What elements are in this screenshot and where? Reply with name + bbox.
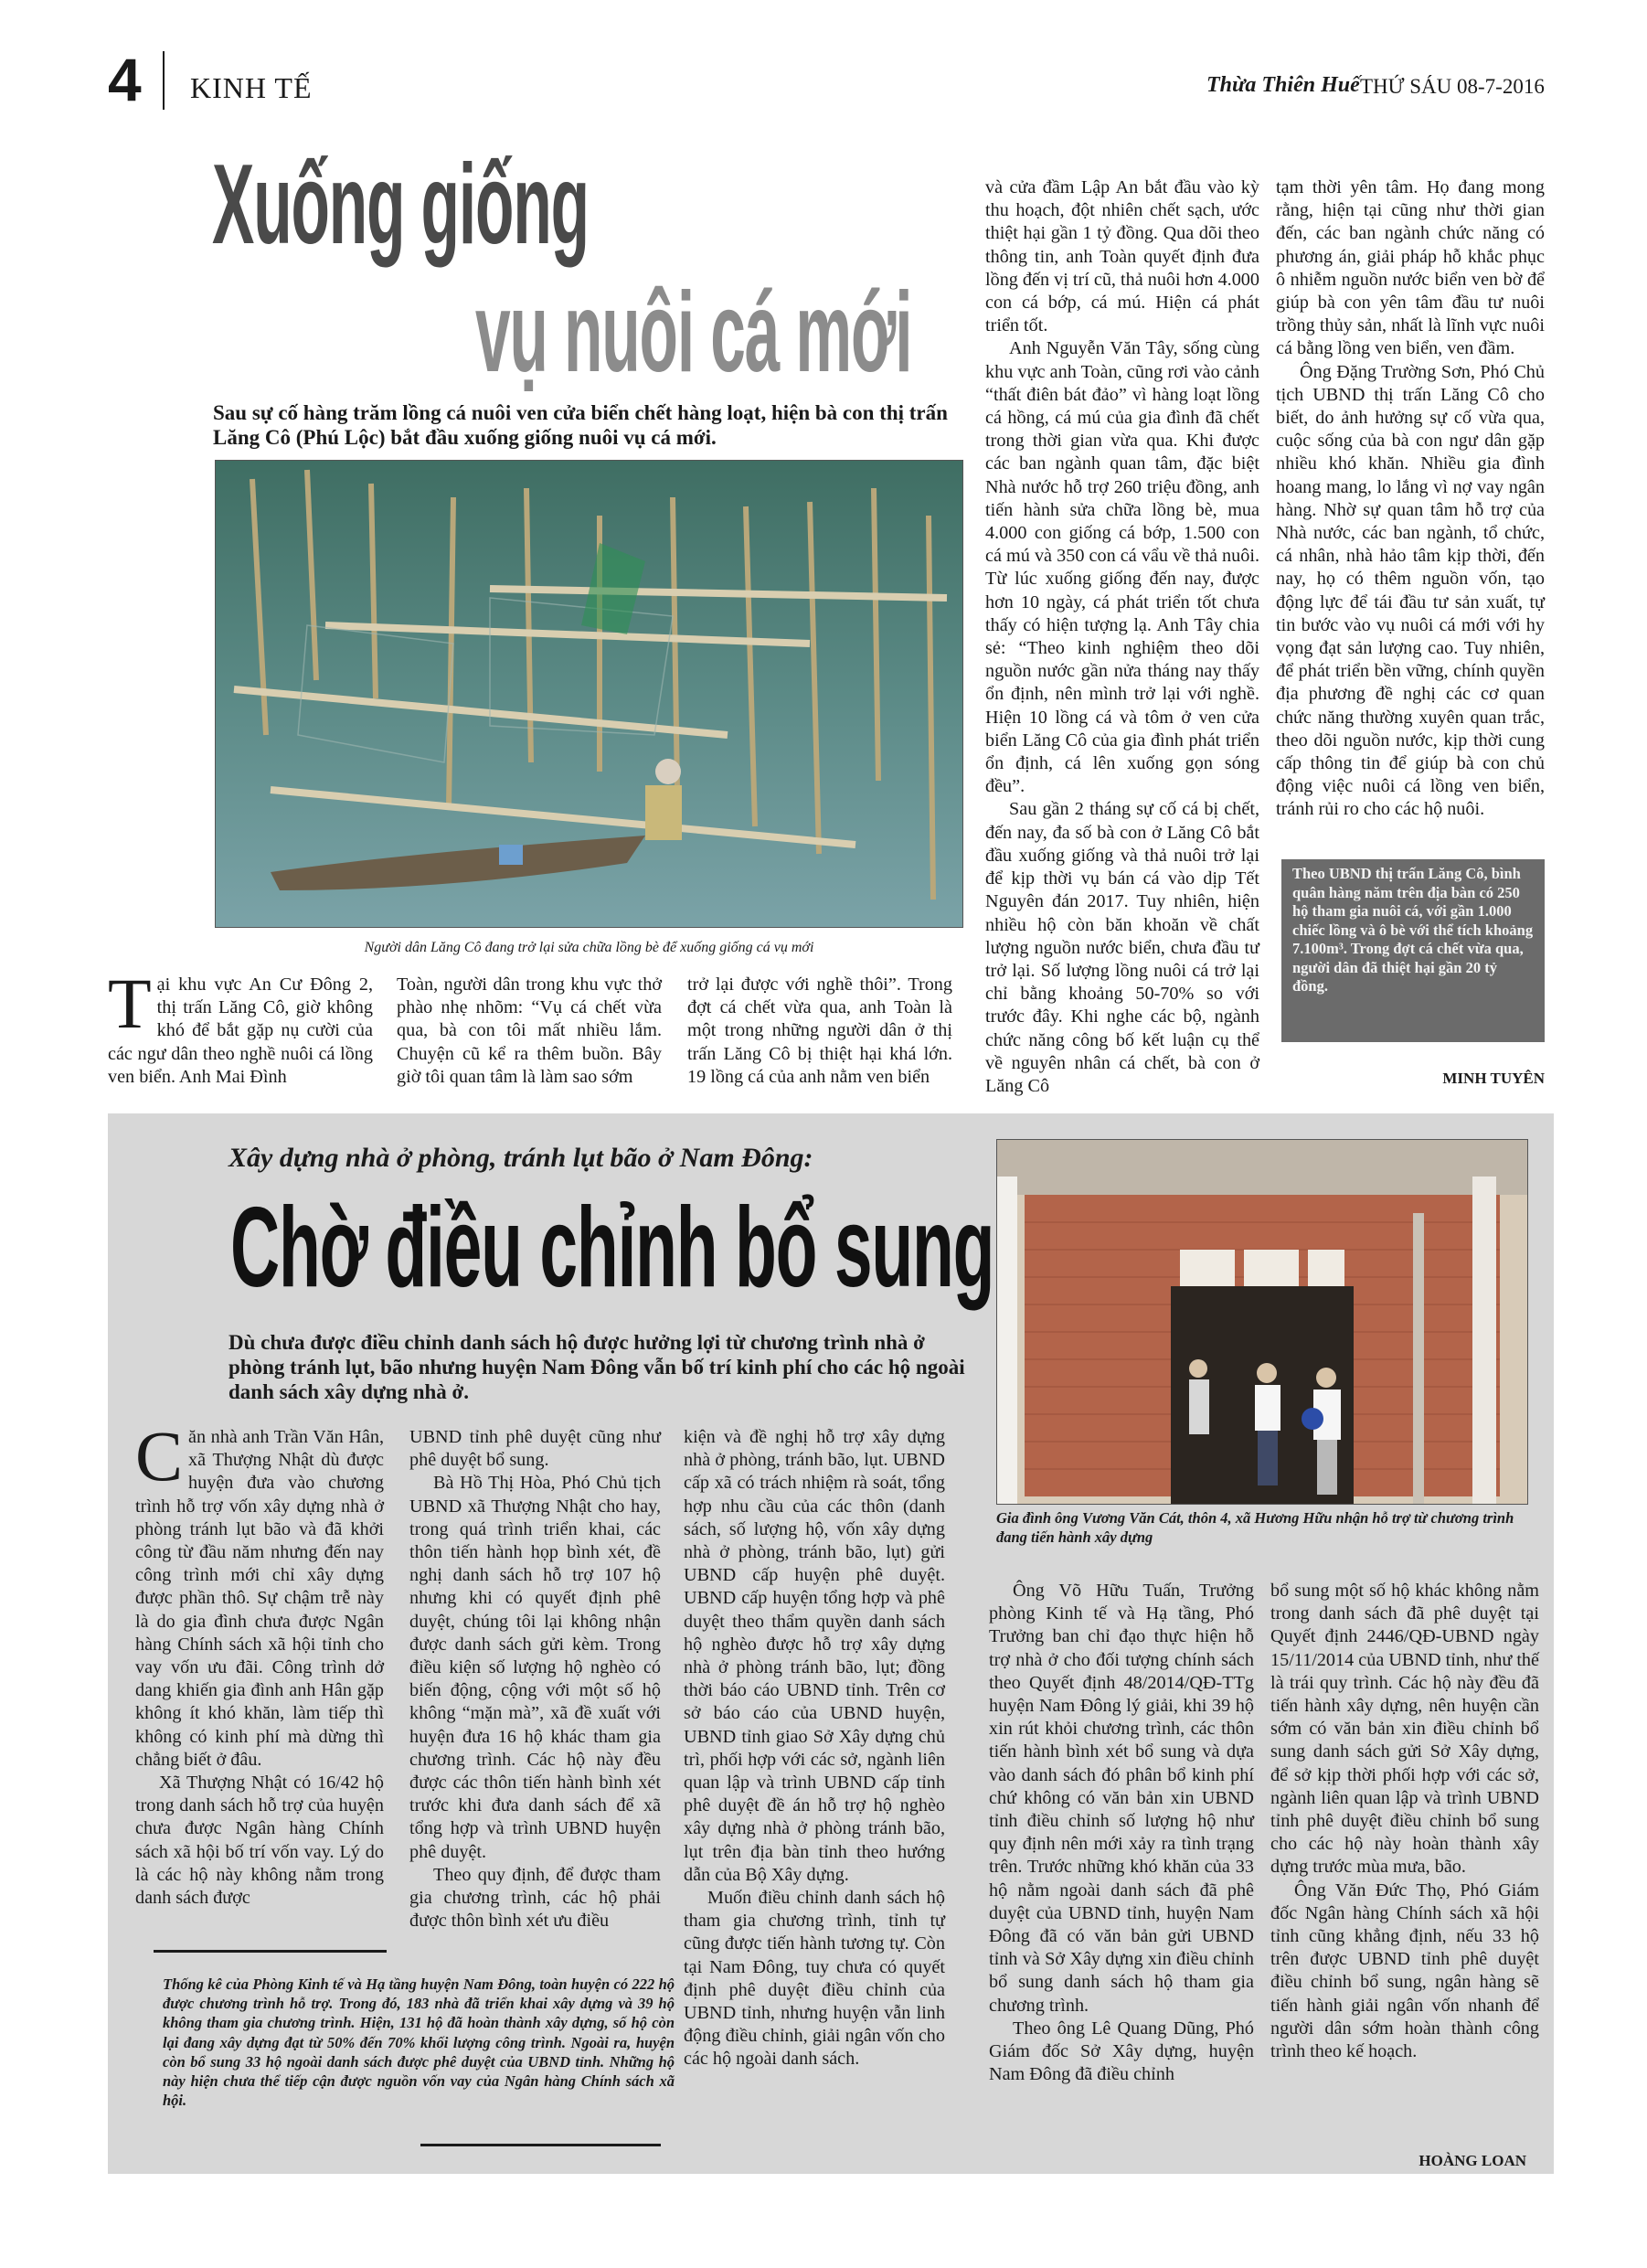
article2-kicker: Xây dựng nhà ở phòng, tránh lụt bão ở Nam Đông: xyxy=(228,1143,813,1173)
article1-headline-line1: Xuống giống xyxy=(212,142,589,268)
article2-column-5 xyxy=(1270,1580,1539,2063)
issue-date: THỨ SÁU 08-7-2016 xyxy=(1360,75,1545,98)
article1-headline-line2: vụ nuôi cá mới xyxy=(475,270,912,396)
statbox-top-rule xyxy=(154,1950,387,1953)
article1-statistics-box: Theo UBND thị trấn Lăng Cô, bình quân hàng năm trên địa bàn có 250 hộ tham gia nuôi cá, với gần 1.000 chiếc lồng và ô bè với thể tích khoảng 7.100m³. Trong đợt cá chết vừa qua, người dân đã thiệt hại gần 20 tỷ đồng. xyxy=(1281,859,1545,1042)
article2-lead: Dù chưa được điều chỉnh danh sách hộ được hưởng lợi từ chương trình nhà ở phòng tránh lụt, bão nhưng huyện Nam Đông vẫn bố trí kinh phí cho các hộ ngoài danh sách xây dựng nhà ở. xyxy=(228,1331,965,1403)
article2-photo-caption: Gia đình ông Vương Văn Cát, thôn 4, xã Hương Hữu nhận hỗ trợ từ chương trình đang tiến hành xây dựng xyxy=(996,1509,1514,1546)
article2-text: ăn nhà anh Trần Văn Hân, xã Thượng Nhật dù được huyện đưa vào chương trình hỗ trợ vốn xây dựng nhà ở phòng tránh lụt bão và đã khởi công từ đầu năm nhưng đến nay công trình mới chỉ xây dựng được phần thô. Sự chậm trễ này là do gia đình chưa được Ngân hàng Chính sách xã hội tỉnh cho vay vốn ưu đãi. Công trình dở dang khiến gia đình anh Hân gặp không ít khó khăn, làm tiếp thì không có kinh phí mà dừng thì chẳng biết ở đâu. xyxy=(135,1427,384,1770)
article1-photo-caption: Người dân Lăng Cô đang trở lại sửa chữa lồng bè để xuống giống cá vụ mới xyxy=(364,940,814,955)
article2-paragraph: UBND tỉnh phê duyệt cũng như phê duyệt bổ sung. xyxy=(409,1427,661,1471)
article1-paragraph: Anh Nguyễn Văn Tây, sống cùng khu vực anh Toàn, cũng rơi vào cảnh “thất điên bát đảo” vì hàng loạt lồng cá hồng, cá mú của gia đình đã chết trong thời gian vừa qua. Khi được các ban ngành quan tâm, đặc biệt Nhà nước hỗ trợ 260 triệu đồng, anh tiến hành sửa chữa lồng bè, mua 4.000 con giống cá bớp, 1.500 con cá mú và 350 con cá vẩu về thả nuôi. Từ lúc xuống giống đến nay, được hơn 10 ngày, cá phát triển tốt chưa thấy có hiện tượng lạ. Anh Tây chia sẻ: “Theo kinh nghiệm theo dõi nguồn nước gần nửa tháng nay thấy ổn định, nên mình trở lại với nghề. Hiện 10 lồng cá và tôm ở ven cửa biển Lăng Cô của gia đình phát triển ổn định, cá lên xuống gọn sóng đều”. xyxy=(985,338,1259,797)
article2-paragraph: Muốn điều chỉnh danh sách hộ tham gia chương trình, tỉnh tự cũng được tiến hành tương tự. Còn tại Nam Đông, tuy chưa có quyết định phê duyệt điều chỉnh của UBND tỉnh, nhưng huyện vẫn linh động điều chỉnh, giải ngân vốn cho các hộ ngoài danh sách. xyxy=(684,1888,945,2070)
article2-paragraph: Theo quy định, để được tham gia chương trình, các hộ phải được thôn bình xét ưu điều xyxy=(409,1864,661,1932)
article2-paragraph: Ông Văn Đức Thọ, Phó Giám đốc Ngân hàng Chính sách xã hội tỉnh cũng khẳng định, nếu 33 hộ trên được UBND tỉnh phê duyệt điều chỉnh bổ sung, ngân hàng sẽ tiến hành giải ngân vốn nhanh để người dân sớm hoàn thành công trình theo kế hoạch. xyxy=(1270,1879,1539,2062)
article1-byline: MINH TUYÊN xyxy=(1442,1070,1545,1087)
article1-column-3 xyxy=(687,974,952,1089)
newspaper-name: Thừa Thiên Huế xyxy=(1206,73,1360,97)
article2-byline: HOÀNG LOAN xyxy=(1419,2152,1526,2169)
article1-text: trở lại được với nghề thôi”. Trong đợt cá chết vừa qua, anh Toàn là một trong những người dân ở thị trấn Lăng Cô bị thiệt hại khá lớn. 19 lồng cá của anh nằm ven biển xyxy=(687,974,952,1087)
page-number: 4 xyxy=(108,46,142,113)
article1-dropcap: T xyxy=(108,964,152,1043)
article1-column-1 xyxy=(108,964,373,1089)
article2-paragraph: Bà Hồ Thị Hòa, Phó Chủ tịch UBND xã Thượng Nhật cho hay, trong quá trình triển khai, các thôn tiến hành họp bình xét, đề nghị danh sách hỗ trợ 107 hộ nhưng khi có quyết định phê duyệt, chúng tôi lại không nhận được danh sách gửi kèm. Trong điều kiện số lượng hộ nghèo có biến động, cộng với một số hộ không “mặn mà”, xã đề xuất với huyện đưa 16 hộ khác tham gia chương trình. Các hộ này đều được các thôn tiến hành bình xét trước khi đưa danh sách để xã tổng hợp và trình UBND huyện phê duyệt. xyxy=(409,1473,661,1862)
article1-photo-fish-cages xyxy=(215,460,963,928)
article1-lead: Sau sự cố hàng trăm lồng cá nuôi ven cửa biển chết hàng loạt, hiện bà con thị trấn Lăng Cô (Phú Lộc) bắt đầu xuống giống nuôi vụ cá mới. xyxy=(213,401,948,449)
header-divider xyxy=(163,51,165,110)
article1-column-2 xyxy=(397,974,662,1089)
article2-column-2 xyxy=(409,1426,661,1933)
section-title: KINH TẾ xyxy=(190,71,313,104)
article2-paragraph: bổ sung một số hộ khác không nằm trong danh sách đã phê duyệt tại Quyết định 2446/QĐ-UBND ngày 15/11/2014 của UBND tỉnh, như thế là trái quy trình. Các hộ này đều đã tiến hành xây dựng, nên huyện cần sớm có văn bản xin điều chỉnh bổ sung danh sách gửi Sở Xây dựng, để sở kịp thời phối hợp với các sở, ngành liên quan lập và trình UBND tỉnh phê duyệt điều chỉnh bổ sung cho các hộ này hoàn thành xây dựng trước mùa mưa, bão. xyxy=(1270,1581,1539,1878)
article1-column-4 xyxy=(985,176,1259,1098)
article1-paragraph: Sau gần 2 tháng sự cố cá bị chết, đến nay, đa số bà con ở Lăng Cô bắt đầu xuống giống và thả nuôi trở lại để kịp thời vụ bán cá vào dịp Tết Nguyên đán 2017. Tuy nhiên, hiện nhiều hộ còn băn khoăn về chất lượng nguồn nước biển, chưa đầu tư trở lại. Số lượng lồng nuôi cá trở lại chỉ bằng khoảng 50-70% so với trước đây. Khi nghe các bộ, ngành chức năng công bố kết luận cụ thể về nguyên nhân cá chết, bà con ở Lăng Cô xyxy=(985,799,1259,1096)
article2-column-4 xyxy=(989,1580,1254,2086)
article1-paragraph: và cửa đầm Lập An bắt đầu vào kỳ thu hoạch, đột nhiên chết sạch, ước thiệt hại gần 1 tỷ đồng. Qua dõi theo thông tin, anh Toàn quyết định đưa lồng đến vị trí cũ, thả nuôi hơn 4.000 con cá bớp, cá mú. Hiện cá phát triển tốt. xyxy=(985,177,1259,336)
article2-column-3 xyxy=(684,1426,945,2071)
article2-photo-house xyxy=(996,1139,1528,1505)
article2-statistics-box: Thống kê của Phòng Kinh tế và Hạ tầng huyện Nam Đông, toàn huyện có 222 hộ được chương trình hỗ trợ. Trong đó, 183 nhà đã triển khai xây dựng và 39 hộ không tham gia chương trình. Hiện, 131 hộ đã hoàn thành xây dựng, số hộ còn lại đang xây dựng đạt từ 50% đến 70% khối lượng công trình. Ngoài ra, huyện còn bổ sung 33 hộ ngoài danh sách được phê duyệt của UBND tỉnh. Những hộ này hiện chưa thể tiếp cận được nguồn vốn vay của Ngân hàng Chính sách xã hội. xyxy=(163,1975,675,2110)
article1-paragraph: Ông Đặng Trường Sơn, Phó Chủ tịch UBND thị trấn Lăng Cô cho biết, do ảnh hưởng sự cố vừa qua, cuộc sống của bà con ngư dân gặp nhiều khó khăn. Nhiều gia đình hoang mang, lo lắng vì nợ vay ngân hàng. Nhờ sự quan tâm hỗ trợ của Nhà nước, các ban ngành, tổ chức, cá nhân, nhà hảo tâm kịp thời, đến nay, họ có thêm nguồn vốn, tạo động lực để tái đầu tư sản xuất, tự tin bước vào vụ nuôi cá mới với hy vọng đạt sản lượng cao. Tuy nhiên, để phát triển bền vững, chính quyền địa phương đề nghị các cơ quan chức năng thường xuyên quan trắc, theo dõi nguồn nước, kịp thời cung cấp thông tin để giúp bà con chủ động việc nuôi cá lồng ven biển, tránh rủi ro cho các hộ nuôi. xyxy=(1276,361,1545,820)
article1-text: Toàn, người dân trong khu vực thở phào nhẹ nhõm: “Vụ cá chết vừa qua, bà con tôi mất nhiều lắm. Chuyện cũ kể ra thêm buồn. Bây giờ tôi quan tâm là làm sao sớm xyxy=(397,974,662,1087)
article1-paragraph: tạm thời yên tâm. Họ đang mong rằng, hiện tại cũng như thời gian đến, các ban ngành chức năng có phương án, giải pháp hỗ khắc phục ô nhiễm nguồn nước biển ven bờ để giúp bà con yên tâm đầu tư nuôi trồng thủy sản, nhất là lĩnh vực nuôi cá bằng lồng ven biển, ven đầm. xyxy=(1276,177,1545,359)
article2-dropcap: C xyxy=(135,1416,184,1496)
article2-headline: Chờ điều chỉnh bổ sung xyxy=(230,1185,994,1311)
statbox-bottom-rule xyxy=(420,2144,661,2146)
article1-column-5 xyxy=(1276,176,1545,822)
article2-paragraph: kiện và đề nghị hỗ trợ xây dựng nhà ở phòng, tránh bão, lụt. UBND cấp xã có trách nhiệm rà soát, tổng hợp nhu cầu của các thôn (danh sách, số lượng hộ, vốn xây dựng nhà ở phòng, tránh bão, lụt) gửi UBND cấp huyện phê duyệt. UBND cấp huyện tổng hợp và phê duyệt theo thẩm quyền danh sách hộ nghèo được hỗ trợ xây dựng nhà ở phòng tránh bão, lụt; đồng thời báo cáo UBND tỉnh. Trên cơ sở báo cáo của UBND huyện, UBND tỉnh giao Sở Xây dựng chủ trì, phối hợp với các sở, ngành liên quan lập và trình UBND cấp tỉnh phê duyệt đề án hỗ trợ hộ nghèo xây dựng nhà ở phòng tránh bão, lụt trên địa bàn tỉnh theo hướng dẫn của Bộ Xây dựng. xyxy=(684,1427,945,1885)
article2-paragraph: Theo ông Lê Quang Dũng, Phó Giám đốc Sở Xây dựng, huyện Nam Đông đã điều chỉnh xyxy=(989,2018,1254,2085)
article1-text: ại khu vực An Cư Đông 2, thị trấn Lăng Cô, giờ không khó để bắt gặp nụ cười của các ngư dân theo nghề nuôi cá lồng ven biển. Anh Mai Đình xyxy=(108,974,373,1087)
article2-column-1 xyxy=(135,1416,384,1910)
article2-paragraph: Ông Võ Hữu Tuấn, Trưởng phòng Kinh tế và Hạ tầng, Phó Trưởng ban chỉ đạo thực hiện hỗ trợ nhà ở cho đối tượng chính sách theo Quyết định 48/2014/QĐ-TTg huyện Nam Đông lý giải, khi 39 hộ xin rút khỏi chương trình, các thôn tiến hành bình xét bổ sung và dựa vào danh sách đó phân bổ kinh phí chứ không có văn bản xin UBND tỉnh điều chỉnh số lượng hộ như quy định nên mới xảy ra tình trạng trên. Trước những khó khăn của 33 hộ nằm ngoài danh sách đã phê duyệt của UBND tỉnh, huyện Nam Đông đã có văn bản gửi UBND tỉnh và Sở Xây dựng xin điều chỉnh bổ sung danh sách hộ tham gia chương trình. xyxy=(989,1581,1254,2016)
article2-paragraph: Xã Thượng Nhật có 16/42 hộ trong danh sách hỗ trợ của huyện chưa được Ngân hàng Chính sách xã hội bố trí vốn vay. Lý do là các hộ này không nằm trong danh sách được xyxy=(135,1773,384,1909)
